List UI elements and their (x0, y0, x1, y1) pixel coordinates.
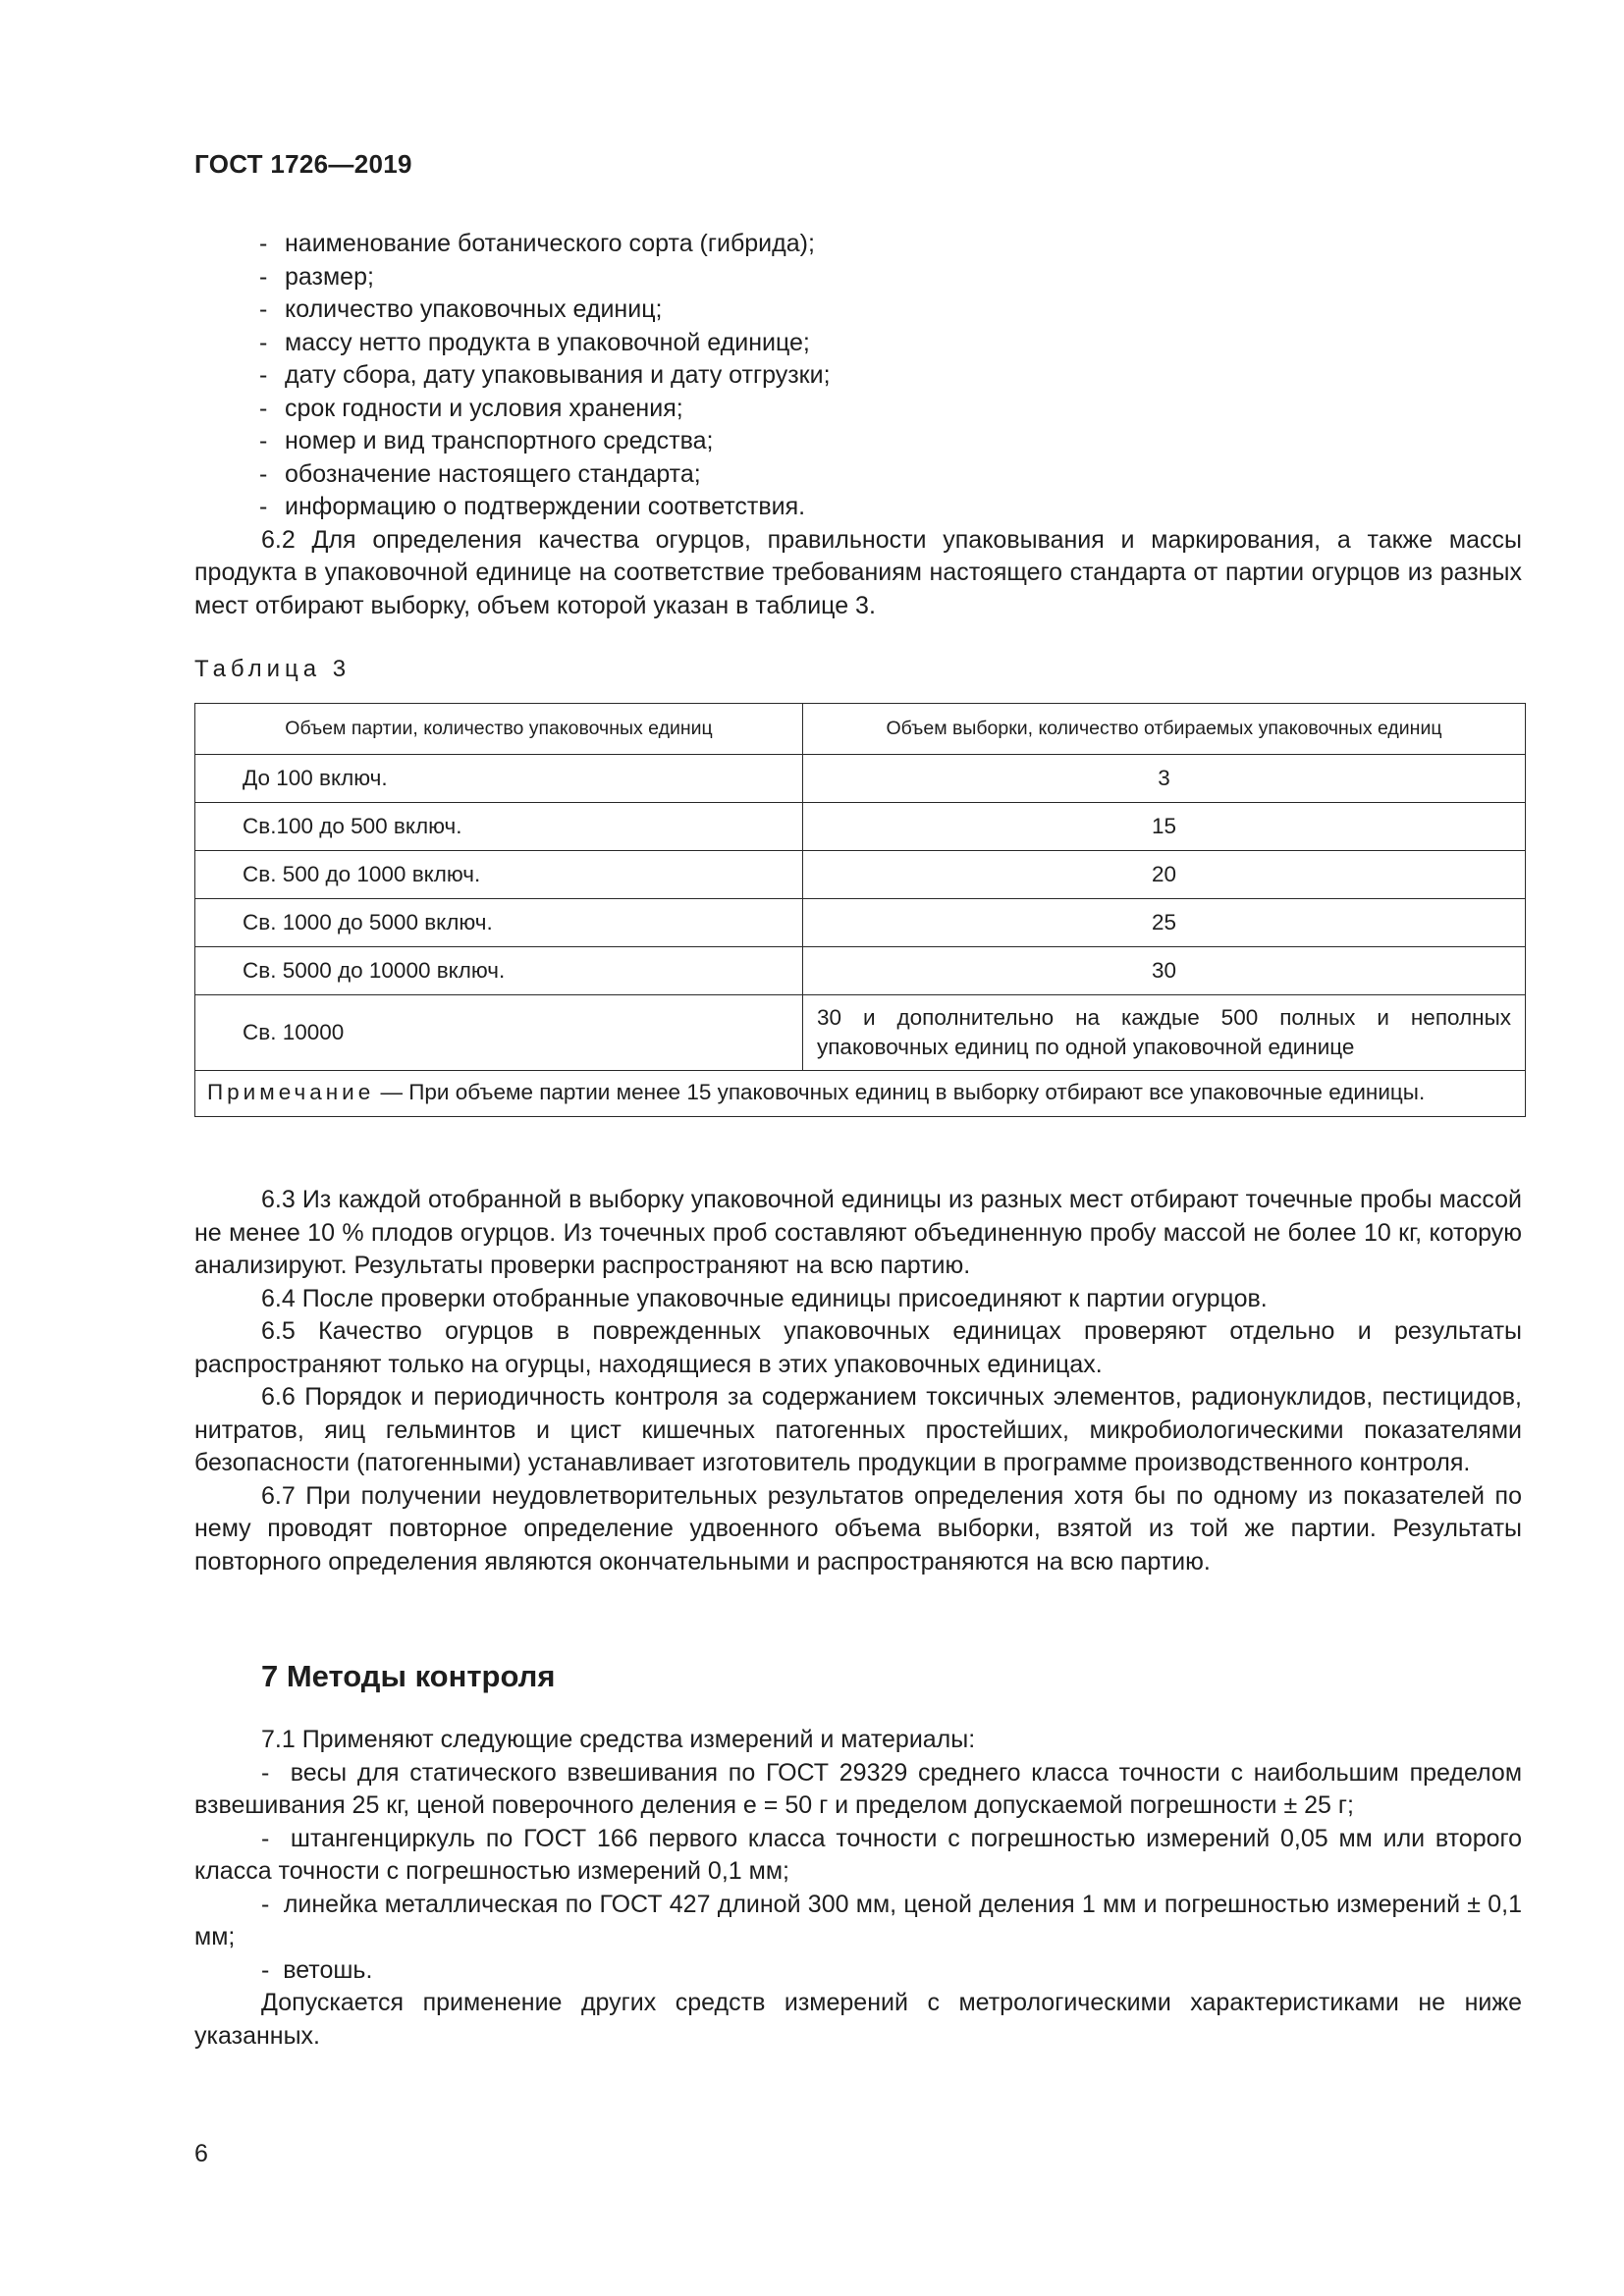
paragraph-6-7: 6.7 При получении неудовлетворительных результатов определения хотя бы по одному из показателей по нему проводят повторное определение удвоенного объема выборки, взятой из той же партии. Результаты повторного определения являются окончательными и распространяются на всю партию. (194, 1481, 1522, 1575)
list-item: - массу нетто продукта в упаковочной единице; (259, 328, 810, 356)
paragraph-6-4: 6.4 После проверки отобранные упаковочные единицы присоединяют к партии огурцов. (261, 1284, 1268, 1312)
cell-sample: 20 (803, 851, 1526, 899)
page-number: 6 (194, 2140, 208, 2167)
table-row (195, 851, 1526, 899)
table-row (195, 755, 1526, 803)
table-note-row (195, 1071, 1526, 1117)
paragraph-6-5: 6.5 Качество огурцов в поврежденных упаковочных единицах проверяют отдельно и результаты распространяют только на огурцы, находящиеся в этих упаковочных единицах. (194, 1317, 1522, 1378)
marking-list (194, 228, 1522, 622)
section-7-heading: 7 Методы контроля (261, 1659, 556, 1693)
list-item: - весы для статического взвешивания по ГОСТ 29329 среднего класса точности с наибольшим пределом взвешивания 25 кг, ценой поверочного деления е = 50 г и пределом допускаемой погрешности ± 25 г; (194, 1758, 1523, 1819)
list-item: - информацию о подтверждении соответствия. (259, 493, 806, 520)
list-item: - штангенциркуль по ГОСТ 166 первого класса точности с погрешностью измерений 0,05 мм или второго класса точности с погрешностью измерений 0,1 мм; (194, 1824, 1522, 1885)
cell-sample: 30 и дополнительно на каждые 500 полных и неполных упаковочных единиц по одной упаковочной единице (803, 995, 1526, 1071)
list-item: - ветошь. (261, 1955, 373, 1984)
list-item: - срок годности и условия хранения; (259, 394, 683, 422)
cell-sample: 25 (803, 899, 1526, 947)
sample-size-table (194, 703, 1526, 1117)
cell-batch: До 100 включ. (195, 755, 803, 803)
list-item: - обозначение настоящего стандарта; (259, 459, 701, 488)
section-7-body (194, 1724, 1522, 2053)
paragraph-6-6: 6.6 Порядок и периодичность контроля за содержанием токсичных элементов, радионуклидов, пестицидов, нитратов, яиц гельминтов и цист кишечных патогенных простейших, микробиологическими показателями безопасности (патогенными) устанавливает изготовитель продукции в программе производственного контроля. (194, 1383, 1522, 1476)
document-header: ГОСТ 1726—2019 (194, 149, 412, 179)
cell-batch: Св. 1000 до 5000 включ. (195, 899, 803, 947)
table-row (195, 899, 1526, 947)
table-row (195, 995, 1526, 1071)
closing-paragraph: Допускается применение других средств измерений с метрологическими характеристиками не ниже указанных. (194, 1989, 1522, 2050)
column-header-sample: Объем выборки, количество отбираемых упаковочных единиц (803, 704, 1526, 755)
table-row (195, 947, 1526, 995)
list-item: - номер и вид транспортного средства; (259, 427, 714, 454)
list-item: - количество упаковочных единиц; (259, 295, 663, 323)
table-note (195, 1071, 1526, 1117)
cell-sample: 3 (803, 755, 1526, 803)
note-text: — При объеме партии менее 15 упаковочных единиц в выборку отбирают все упаковочные единицы. (380, 1080, 1426, 1104)
section-6-paragraphs (194, 1184, 1522, 1578)
cell-sample: 15 (803, 803, 1526, 851)
list-item: - размер; (259, 262, 374, 291)
note-prefix: Примечание (207, 1080, 375, 1104)
cell-sample: 30 (803, 947, 1526, 995)
cell-batch: Св. 10000 (195, 995, 803, 1071)
cell-batch: Св. 5000 до 10000 включ. (195, 947, 803, 995)
table-row (195, 803, 1526, 851)
list-item: - линейка металлическая по ГОСТ 427 длиной 300 мм, ценой деления 1 мм и погрешностью измерений ± 0,1 мм; (194, 1890, 1523, 1950)
table-header-row (195, 704, 1526, 755)
list-item: - дату сбора, дату упаковывания и дату отгрузки; (259, 361, 831, 389)
column-header-batch: Объем партии, количество упаковочных единиц (195, 704, 803, 755)
cell-batch: Св. 500 до 1000 включ. (195, 851, 803, 899)
list-item: - наименование ботанического сорта (гибрида); (259, 230, 815, 257)
table-caption: Таблица 3 (194, 656, 352, 682)
paragraph-7-1: 7.1 Применяют следующие средства измерений и материалы: (261, 1726, 976, 1753)
paragraph-6-2: 6.2 Для определения качества огурцов, правильности упаковывания и маркирования, а также массы продукта в упаковочной единице на соответствие требованиям настоящего стандарта от партии огурцов из разных мест отбирают выборку, объем которой указан в таблице 3. (194, 525, 1522, 619)
cell-batch: Св.100 до 500 включ. (195, 803, 803, 851)
paragraph-6-3: 6.3 Из каждой отобранной в выборку упаковочной единицы из разных мест отбирают точечные пробы массой не менее 10 % плодов огурцов. Из точечных проб составляют объединенную пробу массой не более 10 кг, которую анализируют. Результаты проверки распространяют на всю партию. (194, 1186, 1522, 1279)
